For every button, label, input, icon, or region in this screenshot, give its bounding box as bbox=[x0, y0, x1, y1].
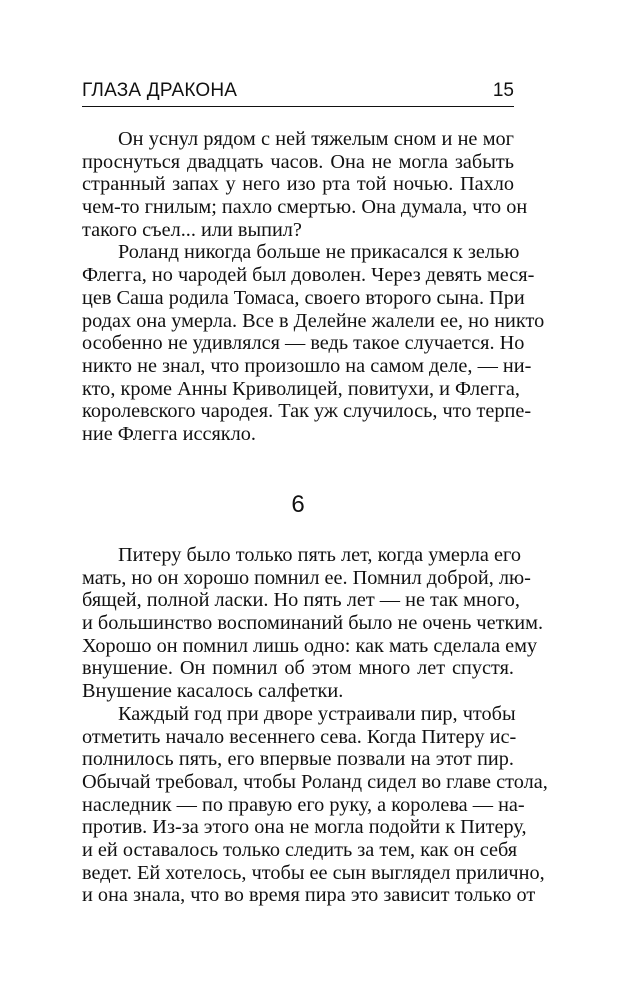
text-line: полнилось пять, его впервые позвали на этот пир. bbox=[82, 748, 514, 771]
text-line: Внушение касалось салфетки. bbox=[82, 680, 344, 703]
header-rule bbox=[82, 106, 514, 107]
page-number: 15 bbox=[492, 80, 514, 101]
bottom-text-block bbox=[82, 544, 548, 907]
running-header bbox=[82, 78, 514, 104]
text-line: мать, но он хорошо помнил ее. Помнил доброй, лю- bbox=[82, 566, 531, 589]
text-line: и ей оставалось только следить за тем, как он себя bbox=[82, 838, 518, 861]
text-line: против. Из-за этого она не могла подойти к Питеру, bbox=[82, 816, 527, 839]
text-line: Роланд никогда больше не прикасался к зелью bbox=[118, 241, 520, 264]
text-line: особенно не удивлялся — ведь такое случается. Но bbox=[82, 332, 525, 355]
text-line: Каждый год при дворе устраивали пир, чтобы bbox=[118, 702, 516, 725]
text-line: Флегга, но чародей был доволен. Через девять меся- bbox=[82, 264, 535, 287]
chapter-number: 6 bbox=[291, 491, 305, 518]
text-line: и большинство воспоминаний было не очень четким. bbox=[82, 612, 544, 635]
text-line: бящей, полной ласки. Но пять лет — не так много, bbox=[82, 589, 520, 612]
text-line: такого съел... или выпил? bbox=[82, 218, 302, 241]
text-line: ние Флегга иссякло. bbox=[82, 422, 256, 445]
text-line: наследник — по правую его руку, а королева — на- bbox=[82, 793, 525, 816]
text-line: Питеру было только пять лет, когда умерла его bbox=[118, 544, 521, 566]
text-line: Хорошо он помнил лишь одно: как мать сделала ему bbox=[82, 634, 538, 657]
running-title: ГЛАЗА ДРАКОНА bbox=[82, 80, 238, 101]
text-line: ведет. Ей хотелось, чтобы ее сын выглядел прилично, bbox=[82, 861, 545, 884]
text-line: внушение. Он помнил об этом много лет спустя. bbox=[82, 657, 514, 680]
text-line: и она знала, что во время пира это зависит только от bbox=[82, 884, 536, 907]
text-line: проснуться двадцать часов. Она не могла забыть bbox=[82, 150, 514, 173]
text-line: Обычай требовал, чтобы Роланд сидел во главе стола, bbox=[82, 770, 548, 793]
text-line: цев Саша родила Томаса, своего второго сына. При bbox=[82, 286, 525, 309]
text-line: отметить начало весеннего сева. Когда Питеру ис- bbox=[82, 725, 517, 748]
text-line: странный запах у него изо рта той ночью. Пахло bbox=[82, 173, 514, 196]
text-line: никто не знал, что произошло на самом деле, — ни- bbox=[82, 354, 532, 377]
text-line: родах она умерла. Все в Делейне жалели ее, но никто bbox=[82, 309, 545, 332]
top-text-block bbox=[82, 128, 545, 446]
text-line: чем-то гнилым; пахло смертью. Она думала, что он bbox=[82, 196, 528, 219]
text-line: Он уснул рядом с ней тяжелым сном и не мог bbox=[118, 128, 514, 150]
text-line: королевского чародея. Так уж случилось, что терпе- bbox=[82, 400, 532, 423]
text-line: кто, кроме Анны Криволицей, повитухи, и Флегга, bbox=[82, 377, 520, 400]
